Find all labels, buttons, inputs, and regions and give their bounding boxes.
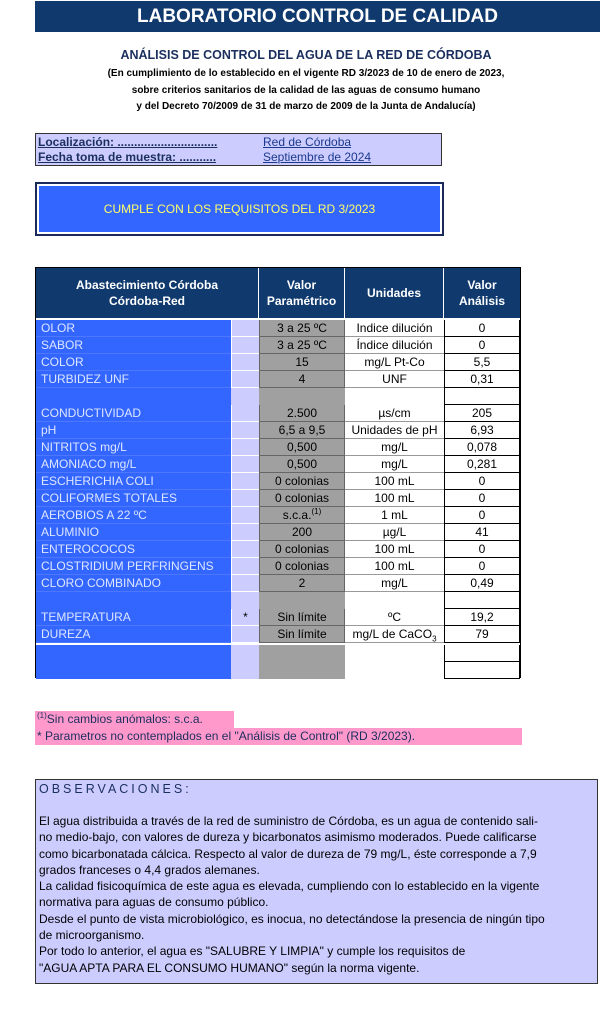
row-marker [231,524,259,541]
row-marker [231,507,259,524]
legal-line-2: sobre criterios sanitarios de la calidad de las aguas de consumo humano [131,85,481,96]
blank-cell [231,645,259,662]
row-parameter-name: TURBIDEZ UNF [36,371,231,388]
blank-cell [345,388,444,405]
row-parametric-value: 2 [259,575,345,592]
header-result: Valor Análisis [458,278,506,308]
observation-line: grados franceses o 4,4 grados alemanes. [39,862,260,877]
blank-cell [259,662,345,679]
blank-cell [231,662,259,679]
row-parametric-value: 0 colonias [259,473,345,490]
row-parameter-name: AMONIACO mg/L [36,456,231,473]
observation-line: como bicarbonatada cálcica. Respecto al valor de dureza de 79 mg/L, éste corresponde a 7,9 [39,846,537,861]
row-result: 6,93 [444,422,520,439]
row-parametric-value: 0,500 [259,439,345,456]
row-unit: 100 mL [345,490,444,507]
row-result: 205 [444,405,520,422]
row-unit: µs/cm [345,405,444,422]
observation-line: "AGUA APTA PARA EL CONSUMO HUMANO" según la norma vigente. [39,960,420,975]
row-parameter-name: COLIFORMES TOTALES [36,490,231,507]
blank-cell [444,592,520,609]
row-parameter-name: ESCHERICHIA COLI [36,473,231,490]
observation-line: Desde el punto de vista microbiológico, es inocua, no detectándose la presencia de ningún tipo [39,911,545,926]
sample-date-label: Fecha toma de muestra: ........... [38,150,217,164]
row-parameter-name: OLOR [36,320,231,337]
row-result: 0,31 [444,371,520,388]
row-parameter-name: ENTEROCOCOS [36,541,231,558]
blank-cell [231,592,259,609]
row-result: 0,49 [444,575,520,592]
row-marker [231,626,259,643]
row-marker [231,422,259,439]
legal-line-3: y del Decreto 70/2009 de 31 de marzo de 2009 de la Junta de Andalucía) [136,101,476,112]
row-marker [231,490,259,507]
row-unit: 100 mL [345,541,444,558]
row-parameter-name: ALUMINIO [36,524,231,541]
row-result: 0 [444,541,520,558]
row-parameter-name: AEROBIOS A 22 ºC [36,507,231,524]
row-marker [231,320,259,337]
row-unit: mg/L [345,575,444,592]
row-unit: Indice dilución [345,320,444,337]
blank-cell [345,645,444,662]
row-unit: UNF [345,371,444,388]
row-result: 41 [444,524,520,541]
blank-cell [345,592,444,609]
page-title: LABORATORIO CONTROL DE CALIDAD [35,1,600,32]
observations-box [35,779,598,984]
row-parameter-name: NITRITOS mg/L [36,439,231,456]
location-label: Localización: .............................. [38,135,218,149]
row-marker [231,354,259,371]
blank-cell [231,388,259,405]
row-unit: 100 mL [345,473,444,490]
row-marker [231,337,259,354]
header-supply: Abastecimiento Córdoba Córdoba-Red [36,268,259,318]
observation-line: Por todo lo anterior, el agua es "SALUBRE Y LIMPIA" y cumple los requisitos de [39,944,466,959]
row-result: 0 [444,558,520,575]
row-parametric-value: 200 [259,524,345,541]
row-unit: µg/L [345,524,444,541]
row-result: 0,078 [444,439,520,456]
row-parametric-value: s.c.a.$^{(1)}$ [259,507,345,524]
location-link[interactable]: Red de Córdoba [263,135,352,149]
row-result: 0 [444,473,520,490]
row-parameter-name: SABOR [36,337,231,354]
blank-cell [36,592,231,609]
row-unit: 100 mL [345,558,444,575]
footnote-asterisk: * Parametros no contemplados en el "Análisis de Control" (RD 3/2023). [35,728,522,745]
blank-cell [36,388,231,405]
row-marker [231,405,259,422]
row-unit: mg/L [345,456,444,473]
row-parametric-value: 15 [259,354,345,371]
observation-line: La calidad fisicoquímica de este agua es elevada, cumpliendo con lo establecido en la vigente [39,879,540,894]
blank-cell [36,645,231,662]
blank-cell [259,592,345,609]
row-parametric-value: Sin límite [259,626,345,643]
blank-cell [259,388,345,405]
report-subtitle: ANÁLISIS DE CONTROL DEL AGUA DE LA RED DE CÓRDOBA [120,48,492,62]
row-marker [231,473,259,490]
table-header [36,268,520,318]
location-box [35,133,442,166]
row-parameter-name: CLORO COMBINADO [36,575,231,592]
row-parametric-value: 6,5 a 9,5 [259,422,345,439]
blank-cell [345,662,444,679]
row-parametric-value: 3 a 25 ºC [259,320,345,337]
observations-title: OBSERVACIONES: [39,782,192,796]
legal-line-1: (En cumplimiento de lo establecido en el vigente RD 3/2023 de 10 de enero de 2023, [107,68,505,79]
row-parametric-value: 3 a 25 ºC [259,337,345,354]
row-result: 0 [444,507,520,524]
row-result: 19,2 [444,609,520,626]
observation-line: normativa para aguas de consumo público. [39,895,269,910]
row-unit: mg/L Pt-Co [345,354,444,371]
row-marker: * [231,609,259,626]
row-parametric-value: 2.500 [259,405,345,422]
row-result: 0 [444,320,520,337]
blank-cell [444,645,520,662]
row-unit: mg/L [345,439,444,456]
row-unit: 1 mL [345,507,444,524]
row-unit: Índice dilución [345,337,444,354]
observations-text [39,813,594,976]
observation-line: El agua distribuida a través de la red de suministro de Córdoba, es un agua de contenido sali- [39,814,538,828]
row-parameter-name: pH [36,422,231,439]
row-parameter-name: CONDUCTIVIDAD [36,405,231,422]
header-param-value: Valor Paramétrico [259,268,345,318]
row-parameter-name: DUREZA [36,626,231,643]
row-unit: ºC [345,609,444,626]
row-result: 0,281 [444,456,520,473]
compliance-status: CUMPLE CON LOS REQUISITOS DEL RD 3/2023 [35,182,444,236]
row-parametric-value: 0 colonias [259,558,345,575]
row-parametric-value: 4 [259,371,345,388]
row-marker [231,371,259,388]
header-units: Unidades [345,268,444,318]
row-marker [231,558,259,575]
row-marker [231,456,259,473]
row-parameter-name: CLOSTRIDIUM PERFRINGENS [36,558,231,575]
row-parameter-name: COLOR [36,354,231,371]
analysis-table [35,267,521,678]
observation-line: de microorganismo. [39,928,145,943]
blank-cell [259,645,345,662]
row-parametric-value: 0 colonias [259,541,345,558]
blank-cell [444,662,520,679]
blank-cell [36,662,231,679]
row-unit: mg/L de CaCO$_3$ [345,626,444,643]
row-parametric-value: 0,500 [259,456,345,473]
footnote-sca: $^{(1)}$Sin cambios anómalos: s.c.a. [35,711,234,728]
row-unit: Unidades de pH [345,422,444,439]
row-result: 0 [444,490,520,507]
row-parametric-value: 0 colonias [259,490,345,507]
row-marker [231,439,259,456]
row-parameter-name: TEMPERATURA [36,609,231,626]
blank-cell [444,388,520,405]
row-marker [231,541,259,558]
row-parametric-value: Sin límite [259,609,345,626]
row-result: 0 [444,337,520,354]
sample-date-link[interactable]: Septiembre de 2024 [263,150,372,164]
row-result: 5,5 [444,354,520,371]
observation-line: no medio-bajo, con valores de dureza y bicarbonatos asimismo moderados. Puede calificarse [39,830,537,845]
row-result: 79 [444,626,520,643]
row-marker [231,575,259,592]
